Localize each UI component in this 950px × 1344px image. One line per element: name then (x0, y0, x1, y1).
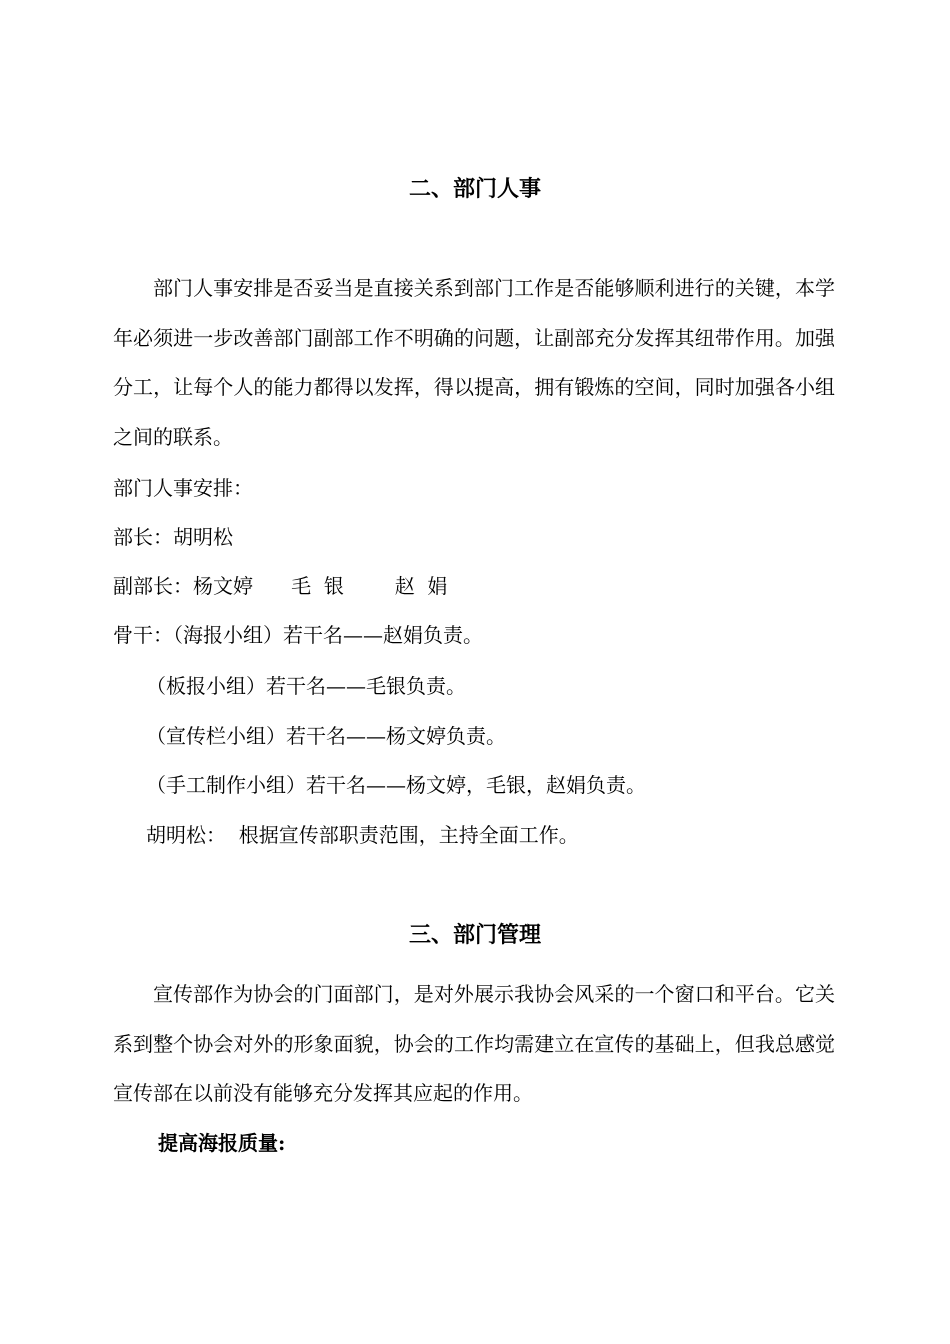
section-heading-personnel: 二、部门人事 (408, 176, 541, 202)
vice-minister-line: 副部长：杨文婷 毛 银 赵 娟 (113, 574, 448, 598)
personnel-paragraph: 部门人事安排是否妥当是直接关系到部门工作是否能够顺利进行的关键，本学年必须进一步改善部门副部工作不明确的问题，让副部充分发挥其纽带作用。加强分工，让每个人的能力都得以发挥，得以提高，拥有锻炼的空间，同时加强各小组之间的联系。 (113, 276, 835, 449)
backbone-line: 骨干：（海报小组）若干名——赵娟负责。 (113, 623, 483, 647)
poster-quality-subheading: 提高海报质量: (158, 1131, 286, 1155)
duty-line: 胡明松： 根据宣传部职责范围，主持全面工作。 (146, 823, 579, 847)
management-paragraph: 宣传部作为协会的门面部门，是对外展示我协会风采的一个窗口和平台。它关系到整个协会对外的形象面貌，协会的工作均需建立在宣传的基础上，但我总感觉宣传部在以前没有能够充分发挥其应起的作用。 (113, 982, 835, 1105)
minister-line: 部长：胡明松 (113, 525, 233, 549)
column-group-line: （宣传栏小组）若干名——杨文婷负责。 (146, 724, 506, 748)
board-group-line: （板报小组）若干名——毛银负责。 (146, 674, 466, 698)
section-heading-management: 三、部门管理 (408, 922, 541, 948)
arrangement-label: 部门人事安排： (113, 476, 253, 500)
handcraft-group-line: （手工制作小组）若干名——杨文婷，毛银，赵娟负责。 (146, 773, 646, 797)
